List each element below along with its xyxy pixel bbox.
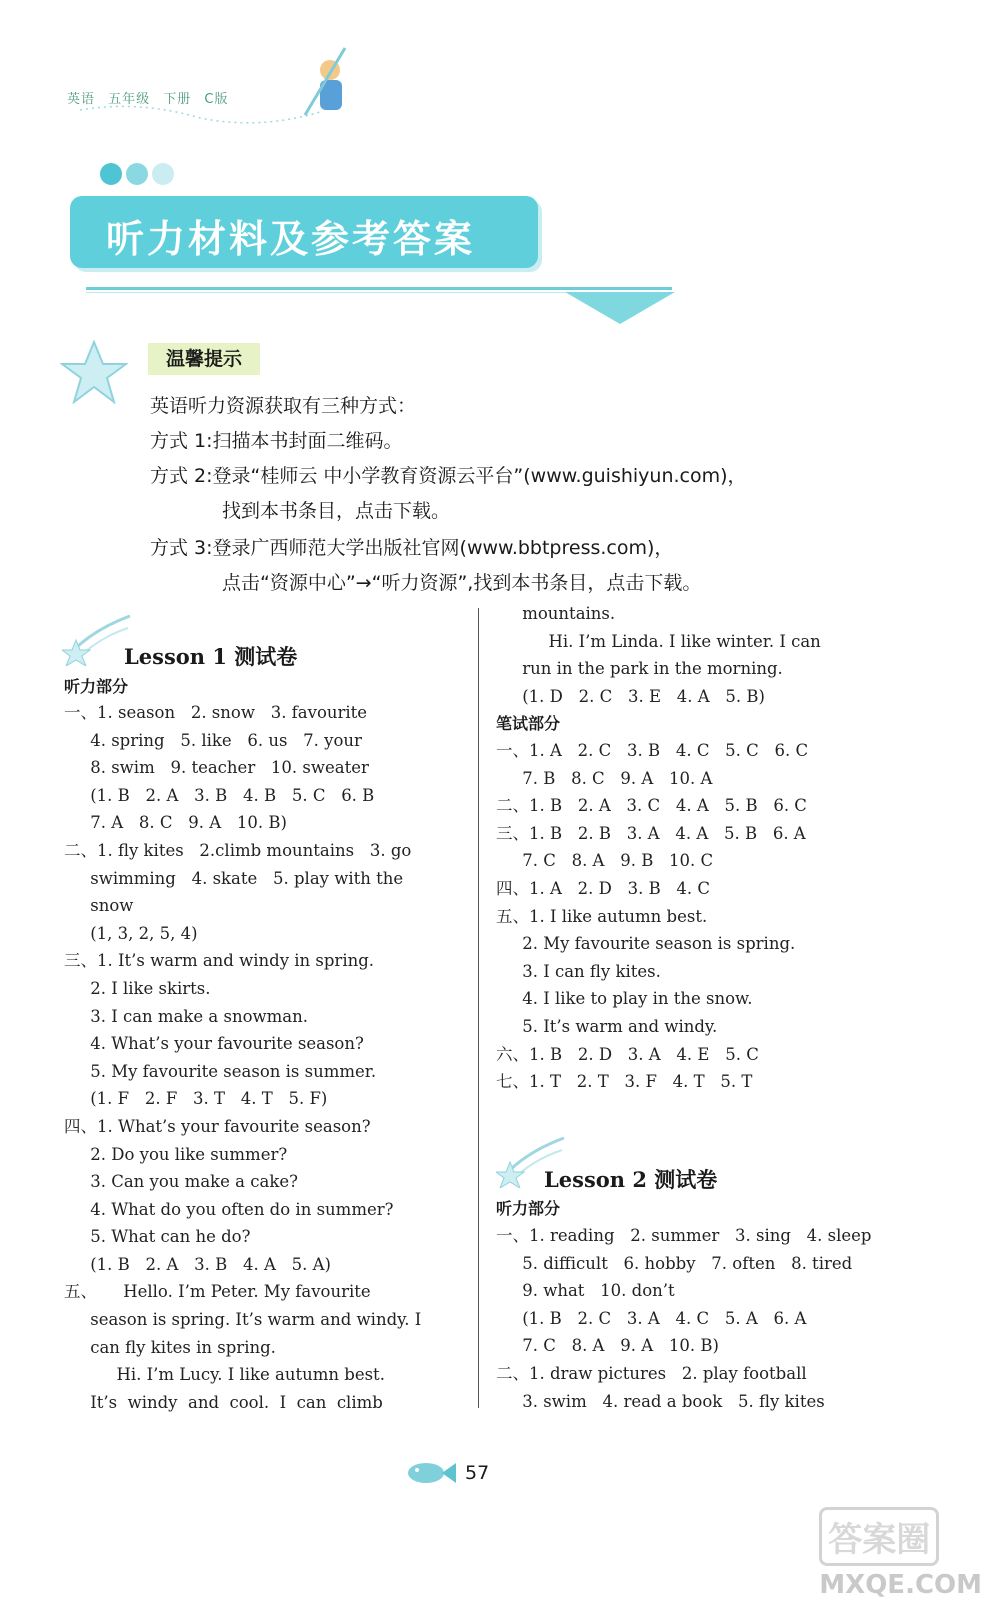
lesson1-answers (64, 699, 421, 1416)
header-decoration (60, 40, 360, 135)
tip-line: 英语听力资源获取有三种方式： (150, 395, 417, 417)
answer-line: 5. My favourite season is summer. (64, 1061, 377, 1081)
page-title: 听力材料及参考答案 (106, 216, 476, 261)
answer-line: 二、1. fly kites 2.climb mountains 3. go (64, 840, 412, 860)
answer-line: mountains. (496, 604, 616, 623)
answer-line: snow (64, 896, 134, 916)
answer-line: 一、1. reading 2. summer 3. sing 4. sleep (496, 1226, 872, 1245)
written-answers (496, 737, 808, 1096)
answer-line: run in the park in the morning. (496, 659, 783, 679)
tip-line: 方式 2:登录“桂师云 中小学教育资源云平台”(www.guishiyun.com)， (150, 465, 747, 487)
answer-line: (1. B 2. A 3. B 4. A 5. A) (64, 1254, 331, 1274)
answer-line: 5. What can he do? (64, 1227, 251, 1247)
answer-line: 2. I like skirts. (64, 978, 211, 998)
book-header-tag: 英语 五年级 下册 C版 (67, 92, 229, 107)
answer-line: 3. Can you make a cake? (64, 1172, 298, 1192)
answer-line: swimming 4. skate 5. play with the (64, 868, 404, 888)
decorative-dots (100, 163, 178, 189)
answer-line: 六、1. B 2. D 3. A 4. E 5. C (496, 1044, 759, 1064)
answer-line: 7. C 8. A 9. B 10. C (496, 851, 714, 871)
answer-line: It’s windy and cool. I can climb (64, 1392, 383, 1412)
answer-line: 五、1. I like autumn best. (496, 906, 708, 926)
answer-line: season is spring. It’s warm and windy. I (64, 1310, 422, 1330)
answer-line: (1. B 2. A 3. B 4. B 5. C 6. B (64, 785, 375, 805)
answer-line: (1, 3, 2, 5, 4) (64, 923, 198, 943)
title-rule (86, 287, 672, 290)
answer-line: (1. B 2. C 3. A 4. C 5. A 6. A (496, 1308, 807, 1328)
answer-line: 4. I like to play in the snow. (496, 989, 753, 1009)
tip-line: 找到本书条目，点击下载。 (222, 500, 451, 522)
lesson2-title: Lesson 2 测试卷 (544, 1167, 718, 1192)
title-banner (70, 196, 538, 268)
lesson1-section-listening: 听力部分 (64, 677, 129, 696)
title-triangle (565, 292, 675, 324)
answer-line: 4. What do you often do in summer? (64, 1199, 394, 1219)
answer-line: (1. D 2. C 3. E 4. A 5. B) (496, 686, 765, 706)
answer-line: Hi. I’m Linda. I like winter. I can (496, 631, 821, 651)
answer-line: 7. C 8. A 9. A 10. B) (496, 1336, 719, 1356)
answer-line: 2. My favourite season is spring. (496, 934, 796, 954)
answer-line: 3. I can make a snowman. (64, 1006, 309, 1026)
answer-line: 7. B 8. C 9. A 10. A (496, 768, 713, 788)
tip-line: 方式 3:登录广西师范大学出版社官网(www.bbtpress.com)， (150, 537, 674, 559)
answer-line: 2. Do you like summer? (64, 1144, 288, 1164)
lesson1-section-written: 笔试部分 (496, 714, 561, 733)
answer-line: 5. It’s warm and windy. (496, 1016, 718, 1036)
star-icon (60, 340, 128, 404)
watermark-logo: 答案圈 MXQE.COM (819, 1507, 982, 1601)
answer-line: 7. A 8. C 9. A 10. B) (64, 813, 287, 833)
lesson2-answers (496, 1222, 871, 1415)
lesson2-section-listening: 听力部分 (496, 1199, 561, 1218)
answer-line: 四、1. What’s your favourite season? (64, 1116, 371, 1136)
column-divider (478, 608, 479, 1408)
answer-line: 一、1. season 2. snow 3. favourite (64, 703, 368, 722)
watermark-text: MXQE.COM (819, 1570, 982, 1600)
answer-line: 四、1. A 2. D 3. B 4. C (496, 878, 711, 898)
answer-line: 二、1. B 2. A 3. C 4. A 5. B 6. C (496, 796, 807, 816)
answer-line: 3. I can fly kites. (496, 961, 661, 981)
page-number: 57 (465, 1462, 490, 1484)
fish-icon (400, 1455, 458, 1489)
answer-line: 五、 Hello. I’m Peter. My favourite (64, 1282, 371, 1302)
answer-line: 3. swim 4. read a book 5. fly kites (496, 1391, 825, 1411)
answer-line: can fly kites in spring. (64, 1337, 276, 1357)
answer-line: 二、1. draw pictures 2. play football (496, 1363, 807, 1383)
answer-line: 4. spring 5. like 6. us 7. your (64, 730, 362, 750)
lesson1-title: Lesson 1 测试卷 (124, 644, 298, 669)
answer-line: 一、1. A 2. C 3. B 4. C 5. C 6. C (496, 741, 809, 760)
answer-line: (1. F 2. F 3. T 4. T 5. F) (64, 1089, 328, 1109)
tip-line: 点击“资源中心”→“听力资源”,找到本书条目，点击下载。 (222, 572, 702, 594)
answer-line: 三、1. B 2. B 3. A 4. A 5. B 6. A (496, 823, 806, 843)
answer-line: 5. difficult 6. hobby 7. often 8. tired (496, 1253, 853, 1273)
answer-line: 8. swim 9. teacher 10. sweater (64, 758, 369, 778)
tip-label: 温馨提示 (148, 343, 260, 375)
lesson1-continued (496, 600, 821, 710)
answer-line: 七、1. T 2. T 3. F 4. T 5. T (496, 1072, 753, 1092)
answer-line: 4. What’s your favourite season? (64, 1034, 364, 1054)
answer-line: Hi. I’m Lucy. I like autumn best. (64, 1365, 385, 1385)
answer-line: 三、1. It’s warm and windy in spring. (64, 951, 375, 971)
answer-line: 9. what 10. don’t (496, 1281, 675, 1301)
tip-line: 方式 1:扫描本书封面二维码。 (150, 430, 403, 452)
